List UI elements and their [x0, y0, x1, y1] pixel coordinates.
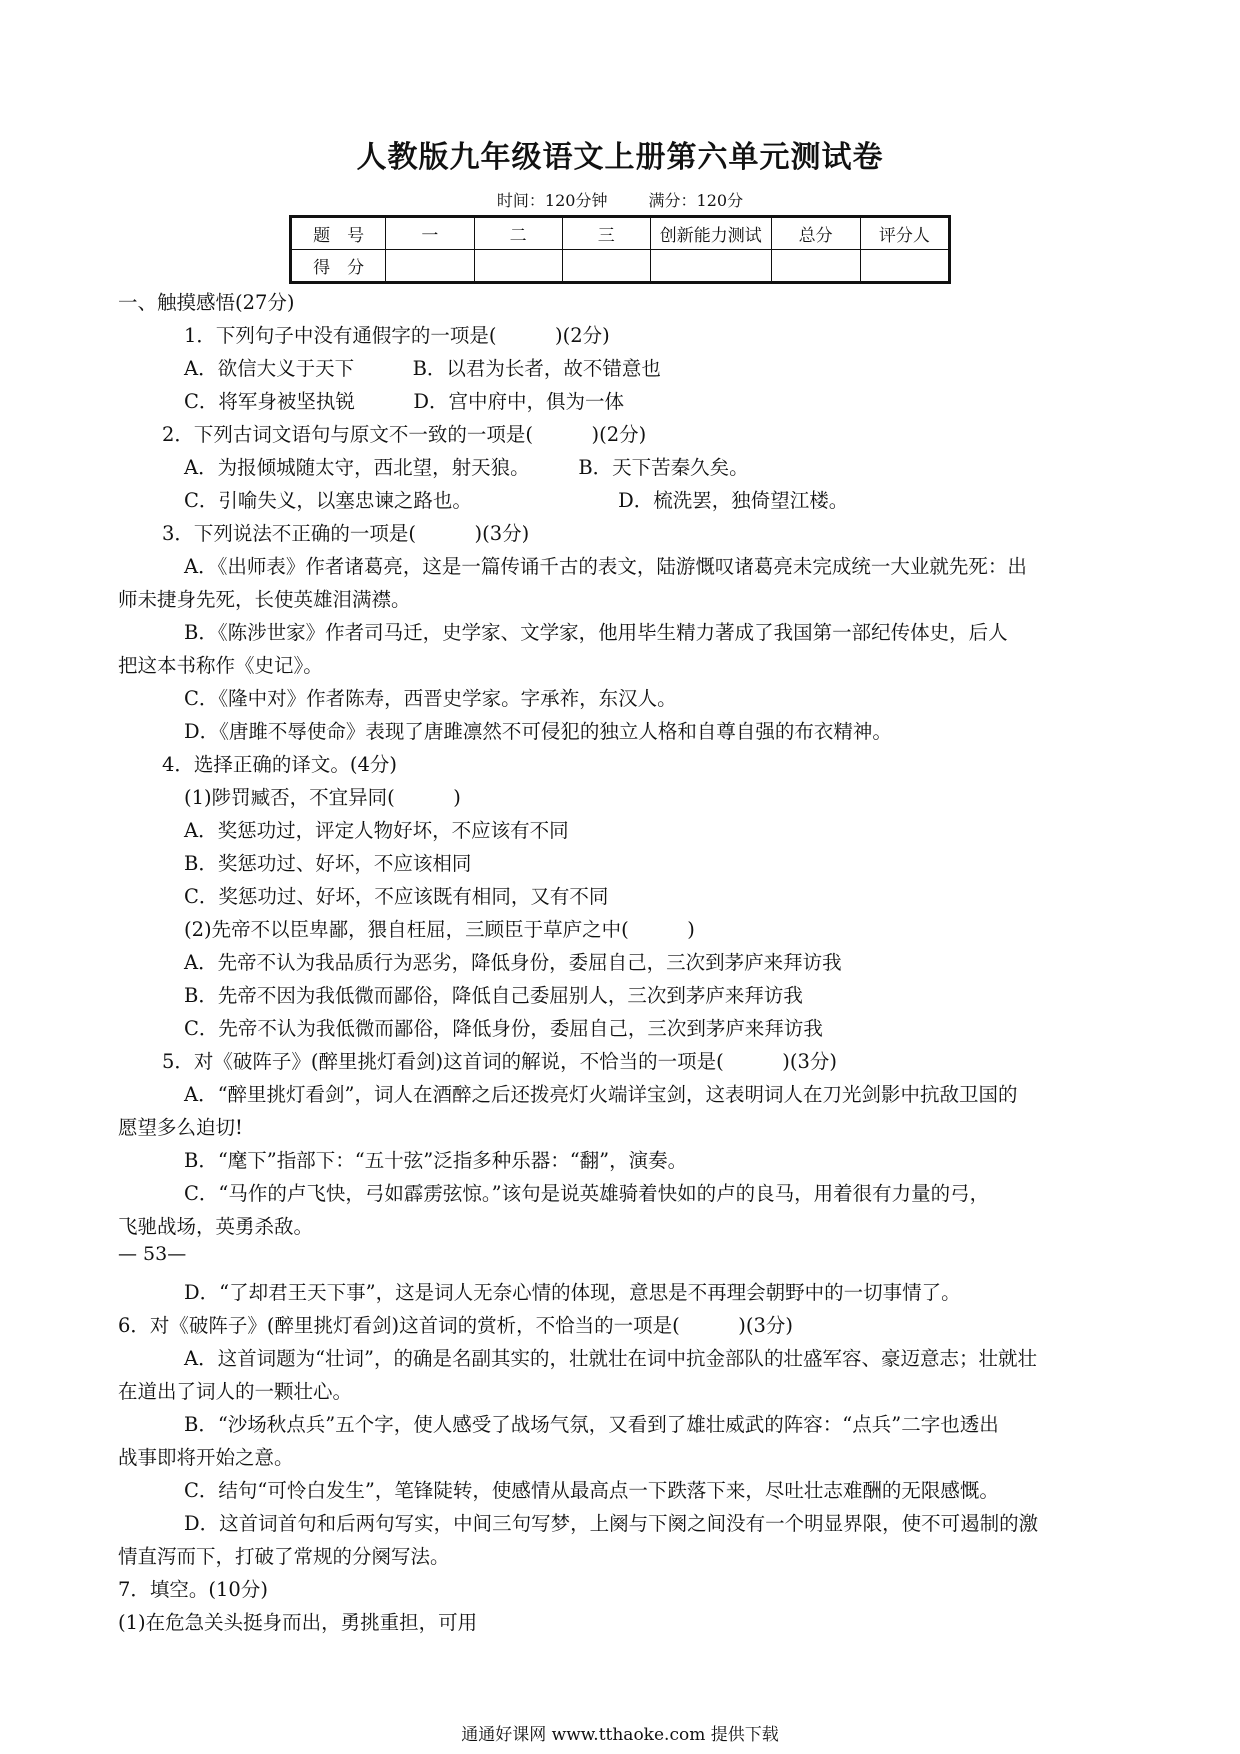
- option-line: A．为报倾城随太守，西北望，射天狼。 B．天下苦秦久矣。: [184, 456, 749, 479]
- option-line: C．先帝不认为我低微而鄙俗，降低身份，委屈自己，三次到茅庐来拜访我: [184, 1017, 823, 1040]
- exam-time: 时间：120分钟: [496, 191, 608, 210]
- option-line: C．《隆中对》作者陈寿，西晋史学家。字承祚，东汉人。: [184, 687, 677, 710]
- score-table-cell: 创新能力测试: [650, 217, 771, 250]
- score-table-cell: 总分: [771, 217, 860, 250]
- option-line: B．“麾下”指部下：“五十弦”泛指多种乐器：“翻”，演奏。: [184, 1149, 688, 1172]
- option-line: A．“醉里挑灯看剑”，词人在酒醉之后还拨亮灯火端详宝剑，这表明词人在刀光剑影中抗敌卫国的: [184, 1083, 1018, 1106]
- question-line: 3．下列说法不正确的一项是( )(3分): [162, 522, 530, 545]
- question-line: 7．填空。(10分): [118, 1578, 268, 1601]
- option-line: A．奖惩功过，评定人物好坏，不应该有不同: [184, 819, 569, 842]
- option-line: A．《出师表》作者诸葛亮，这是一篇传诵千古的表文，陆游慨叹诸葛亮未完成统一大业就先死：出: [184, 555, 1027, 578]
- option-line: 愿望多么迫切!: [118, 1116, 243, 1139]
- option-line: C．结句“可怜白发生”，笔锋陡转，使感情从最高点一下跌落下来，尽吐壮志难酬的无限感慨。: [184, 1479, 999, 1502]
- score-table-score-row: [291, 250, 950, 283]
- option-line: A．这首词题为“壮词”，的确是名副其实的，壮就壮在词中抗金部队的壮盛军容、豪迈意志；壮就壮: [184, 1347, 1038, 1370]
- option-line: D．“了却君王天下事”，这是词人无奈心情的体现，意思是不再理会朝野中的一切事情了。: [184, 1281, 961, 1304]
- score-table-cell: [771, 250, 860, 283]
- option-line: B．“沙场秋点兵”五个字，使人感受了战场气氛，又看到了雄壮威武的阵容：“点兵”二字也透出: [184, 1413, 999, 1436]
- sub-question-line: (1)陟罚臧否，不宜异同( ): [184, 786, 461, 809]
- question-line: 5．对《破阵子》(醉里挑灯看剑)这首词的解说，不恰当的一项是( )(3分): [162, 1050, 837, 1073]
- option-line: D．这首词首句和后两句写实，中间三句写梦，上阕与下阕之间没有一个明显界限，使不可遏制的激: [184, 1512, 1039, 1535]
- option-line: 战事即将开始之意。: [118, 1446, 294, 1469]
- score-table-cell: [562, 250, 650, 283]
- option-line: C．“马作的卢飞快，弓如霹雳弦惊。”该句是说英雄骑着快如的卢的良马，用着很有力量的弓，: [184, 1182, 990, 1205]
- option-line: A．欲信大义于天下 B．以君为长者，故不错意也: [184, 357, 661, 380]
- question-line: 6．对《破阵子》(醉里挑灯看剑)这首词的赏析，不恰当的一项是( )(3分): [118, 1314, 793, 1337]
- question-line: 2．下列古词文语句与原文不一致的一项是( )(2分): [162, 423, 647, 446]
- exam-meta: [0, 188, 1240, 211]
- score-table-cell: [650, 250, 771, 283]
- score-table-cell: [474, 250, 562, 283]
- option-line: C．将军身被坚执锐 D．宫中府中，俱为一体: [184, 390, 625, 413]
- score-table-cell: 评分人: [860, 217, 949, 250]
- option-line: D．《唐雎不辱使命》表现了唐雎凛然不可侵犯的独立人格和自尊自强的布衣精神。: [184, 720, 892, 743]
- sub-question-line: (1)在危急关头挺身而出，勇挑重担，可用: [118, 1611, 478, 1634]
- page-footer: 通通好课网 www.tthaoke.com 提供下载: [461, 1725, 779, 1745]
- option-line: B．奖惩功过、好坏，不应该相同: [184, 852, 472, 875]
- option-line: 在道出了词人的一颗壮心。: [118, 1380, 353, 1403]
- score-table-cell: 三: [562, 217, 650, 250]
- question-line: 4．选择正确的译文。(4分): [162, 753, 398, 776]
- score-table-cell: 得 分: [291, 250, 386, 283]
- option-line: A．先帝不认为我品质行为恶劣，降低身份，委屈自己，三次到茅庐来拜访我: [184, 951, 842, 974]
- score-table-cell: 二: [474, 217, 562, 250]
- score-table-cell: 题 号: [291, 217, 386, 250]
- question-line: 1．下列句子中没有通假字的一项是( )(2分): [184, 324, 610, 347]
- option-line: 飞驰战场，英勇杀敌。: [118, 1215, 314, 1238]
- option-line: 情直泻而下，打破了常规的分阕写法。: [118, 1545, 450, 1568]
- option-line: 把这本书称作《史记》。: [118, 654, 323, 677]
- score-table-header-row: [291, 217, 950, 250]
- page-number: — 53—: [118, 1243, 187, 1265]
- option-line: 师未捷身先死，长使英雄泪满襟。: [118, 588, 411, 611]
- score-table-cell: [860, 250, 949, 283]
- sub-question-line: (2)先帝不以臣卑鄙，猥自枉屈，三顾臣于草庐之中( ): [184, 918, 695, 941]
- option-line: C．奖惩功过、好坏，不应该既有相同，又有不同: [184, 885, 609, 908]
- score-table: [289, 215, 951, 284]
- option-line: B．先帝不因为我低微而鄙俗，降低自己委屈别人，三次到茅庐来拜访我: [184, 984, 803, 1007]
- score-table-cell: 一: [386, 217, 474, 250]
- page-title: 人教版九年级语文上册第六单元测试卷: [356, 140, 884, 175]
- exam-full-score: 满分：120分: [648, 191, 744, 210]
- option-line: C．引喻失义，以塞忠谏之路也。 D．梳洗罢，独倚望江楼。: [184, 489, 849, 512]
- score-table-cell: [386, 250, 474, 283]
- option-line: B．《陈涉世家》作者司马迁，史学家、文学家，他用毕生精力著成了我国第一部纪传体史，后人: [184, 621, 1008, 644]
- section-heading: 一、触摸感悟(27分): [118, 291, 295, 314]
